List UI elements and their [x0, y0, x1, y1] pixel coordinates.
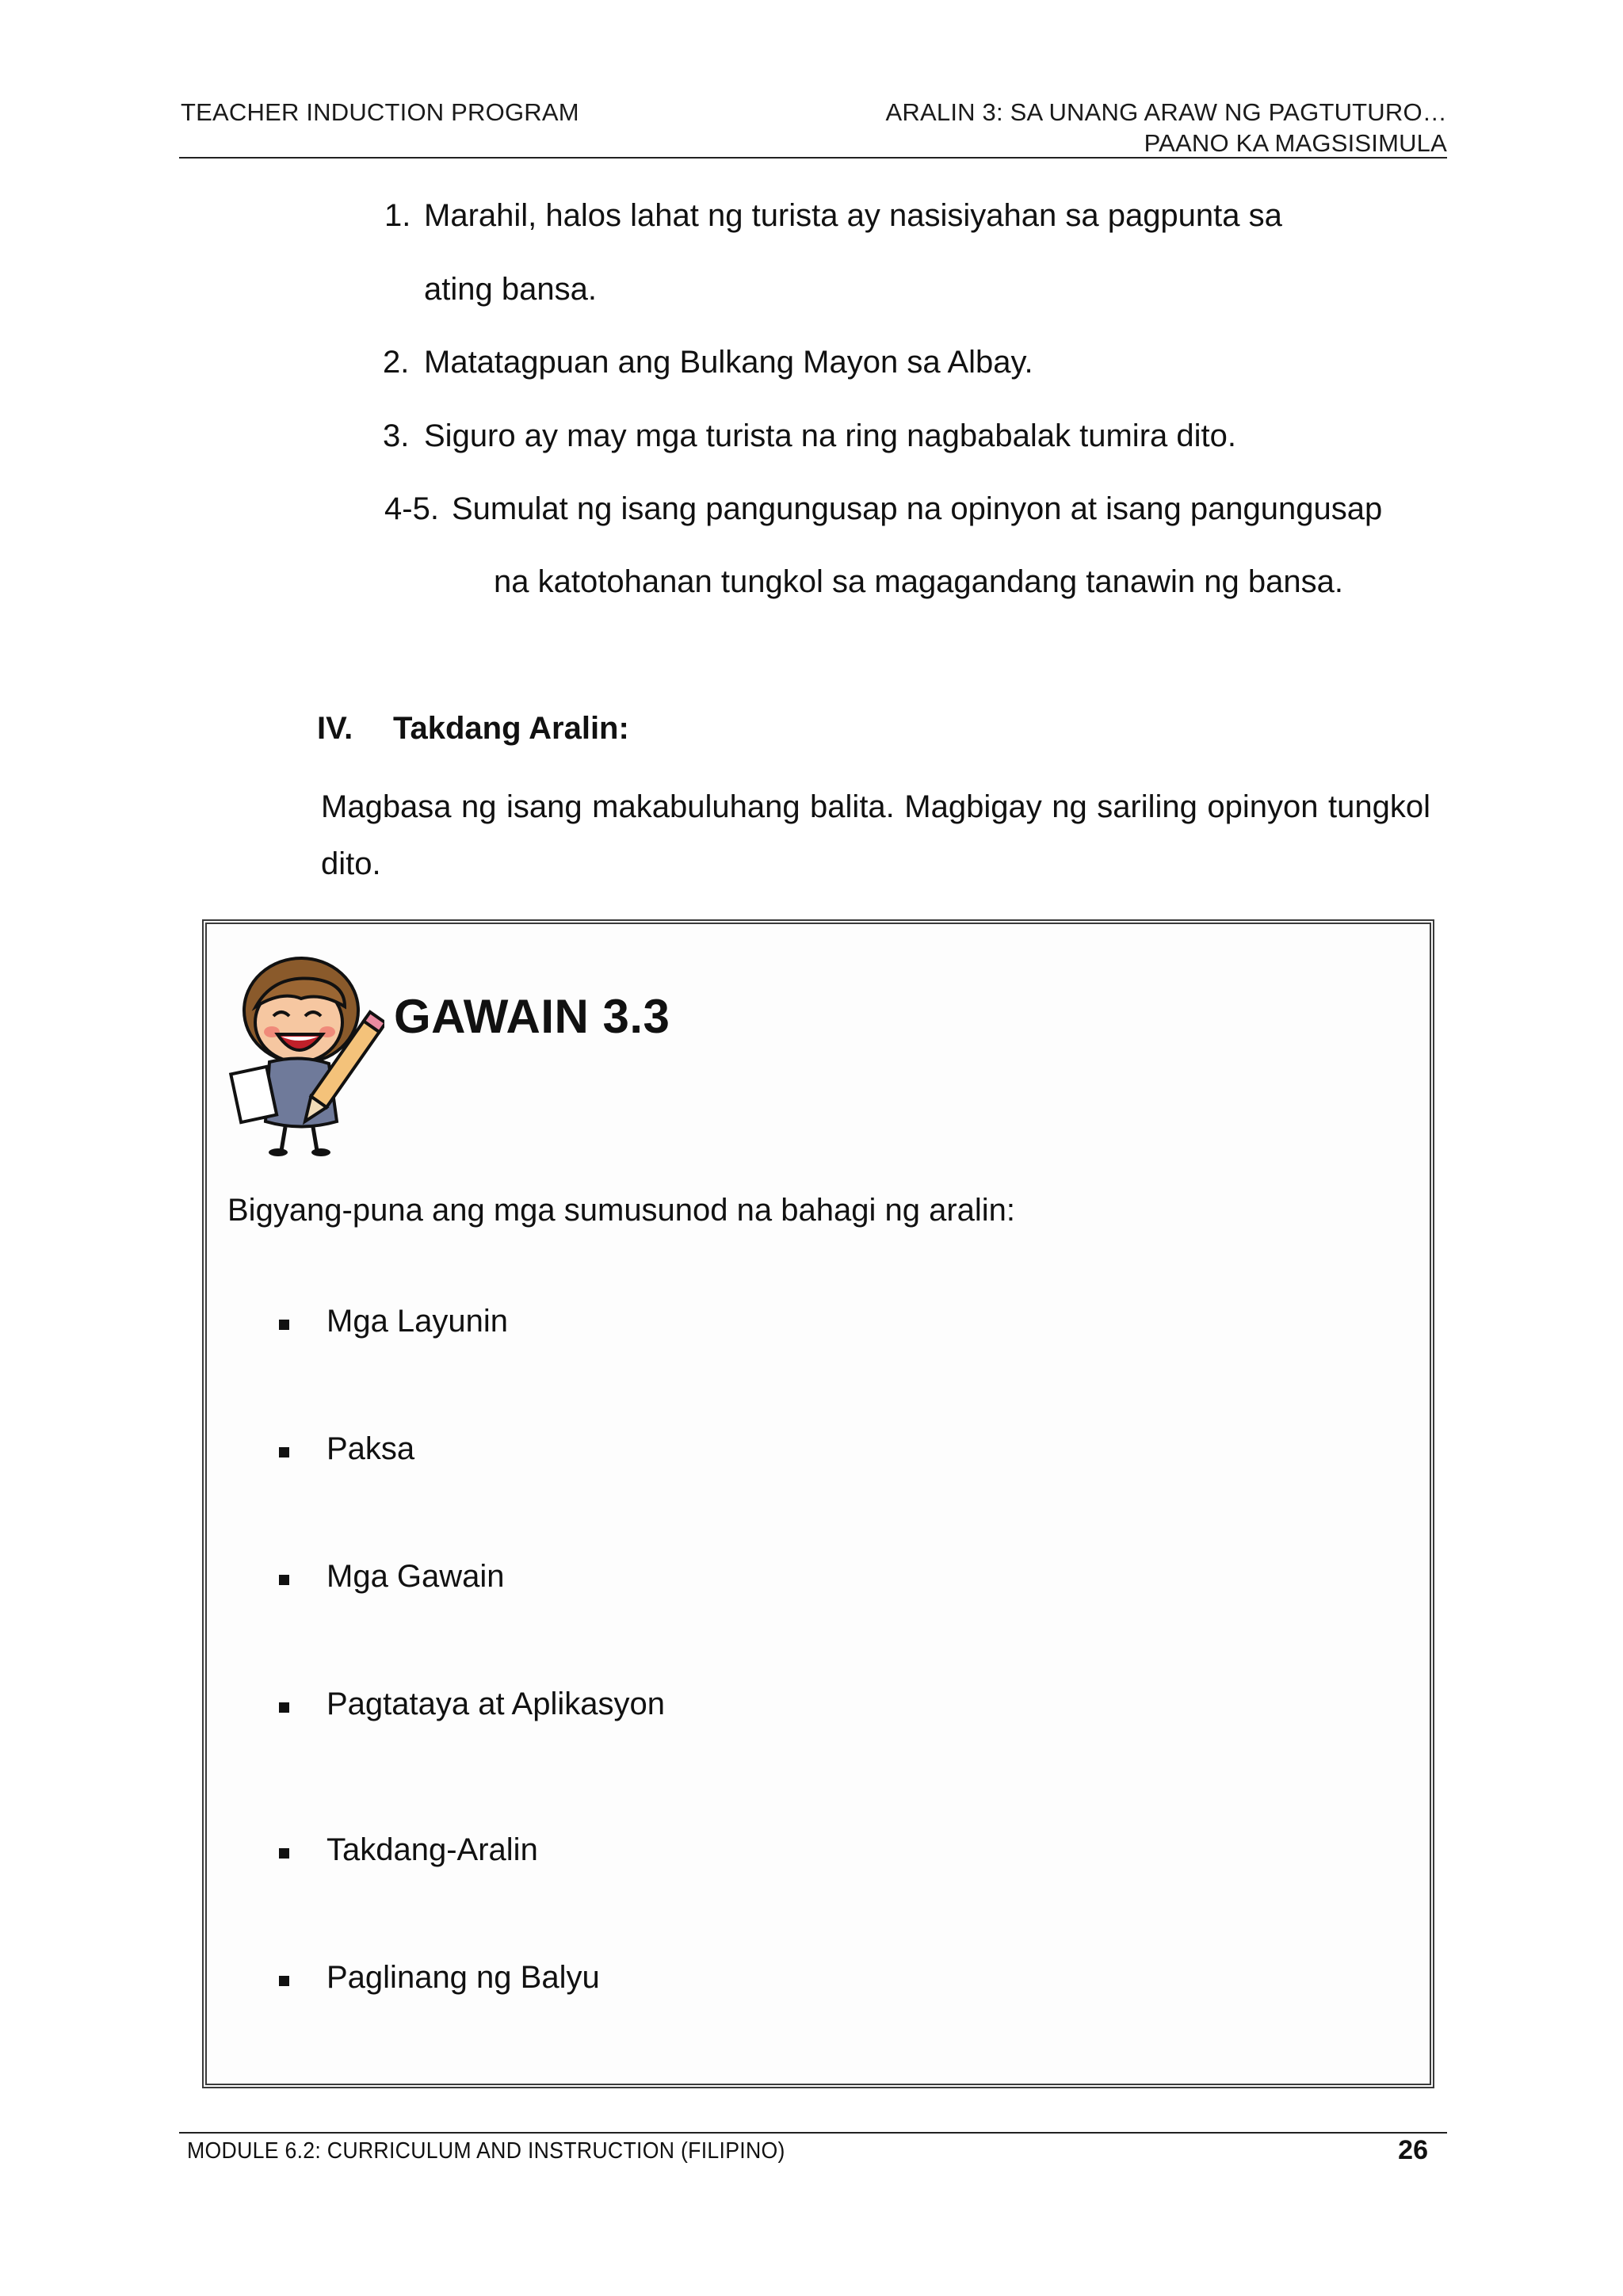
list-item-3-number: 3.	[383, 418, 410, 453]
header-lesson-subtitle: PAANO KA MAGSISIMULA	[1144, 129, 1447, 157]
bullet-marker	[279, 1575, 289, 1585]
section-title: Takdang Aralin:	[393, 711, 629, 746]
list-item-1-line-1: Marahil, halos lahat ng turista ay nasisiyahan sa pagpunta sa	[424, 198, 1282, 233]
activity-item-gawain: Mga Gawain	[327, 1559, 505, 1594]
header-program-title: TEACHER INDUCTION PROGRAM	[181, 98, 579, 126]
teacher-cartoon-illustration	[226, 951, 384, 1157]
list-item-45-line-2: na katotohanan tungkol sa magagandang tanawin ng bansa.	[494, 564, 1343, 599]
bullet-marker	[279, 1702, 289, 1713]
activity-item-pagtataya: Pagtataya at Aplikasyon	[327, 1687, 665, 1721]
list-item-1-number: 1.	[384, 198, 411, 233]
activity-box	[202, 919, 1434, 2088]
header-divider	[179, 157, 1447, 159]
page-number: 26	[1398, 2135, 1428, 2165]
list-item-1-line-2: ating bansa.	[424, 272, 597, 307]
list-item-45-line-1: Sumulat ng isang pangungusap na opinyon at isang pangungusap	[452, 491, 1383, 526]
bullet-marker	[279, 1848, 289, 1859]
section-numeral: IV.	[317, 711, 353, 746]
activity-item-paksa: Paksa	[327, 1431, 415, 1466]
list-item-45-number: 4-5.	[384, 491, 439, 526]
footer-module-title: MODULE 6.2: CURRICULUM AND INSTRUCTION (FILIPINO)	[187, 2138, 785, 2164]
section-paragraph: Magbasa ng isang makabuluhang balita. Magbigay ng sariling opinyon tungkol dito.	[321, 789, 1430, 881]
activity-item-paglinang: Paglinang ng Balyu	[327, 1960, 600, 1995]
activity-instruction: Bigyang-puna ang mga sumusunod na bahagi ng aralin:	[227, 1193, 1016, 1228]
list-item-2: Matatagpuan ang Bulkang Mayon sa Albay.	[424, 345, 1033, 380]
activity-item-takdang-aralin: Takdang-Aralin	[327, 1832, 538, 1867]
header-lesson-title: ARALIN 3: SA UNANG ARAW NG PAGTUTURO…	[885, 98, 1447, 126]
activity-title: GAWAIN 3.3	[394, 990, 670, 1043]
bullet-marker	[279, 1976, 289, 1986]
list-item-3: Siguro ay may mga turista na ring nagbabalak tumira dito.	[424, 418, 1236, 453]
bullet-marker	[279, 1320, 289, 1330]
footer-divider	[179, 2132, 1447, 2134]
list-item-2-number: 2.	[383, 345, 410, 380]
bullet-marker	[279, 1447, 289, 1457]
activity-item-layunin: Mga Layunin	[327, 1304, 509, 1339]
